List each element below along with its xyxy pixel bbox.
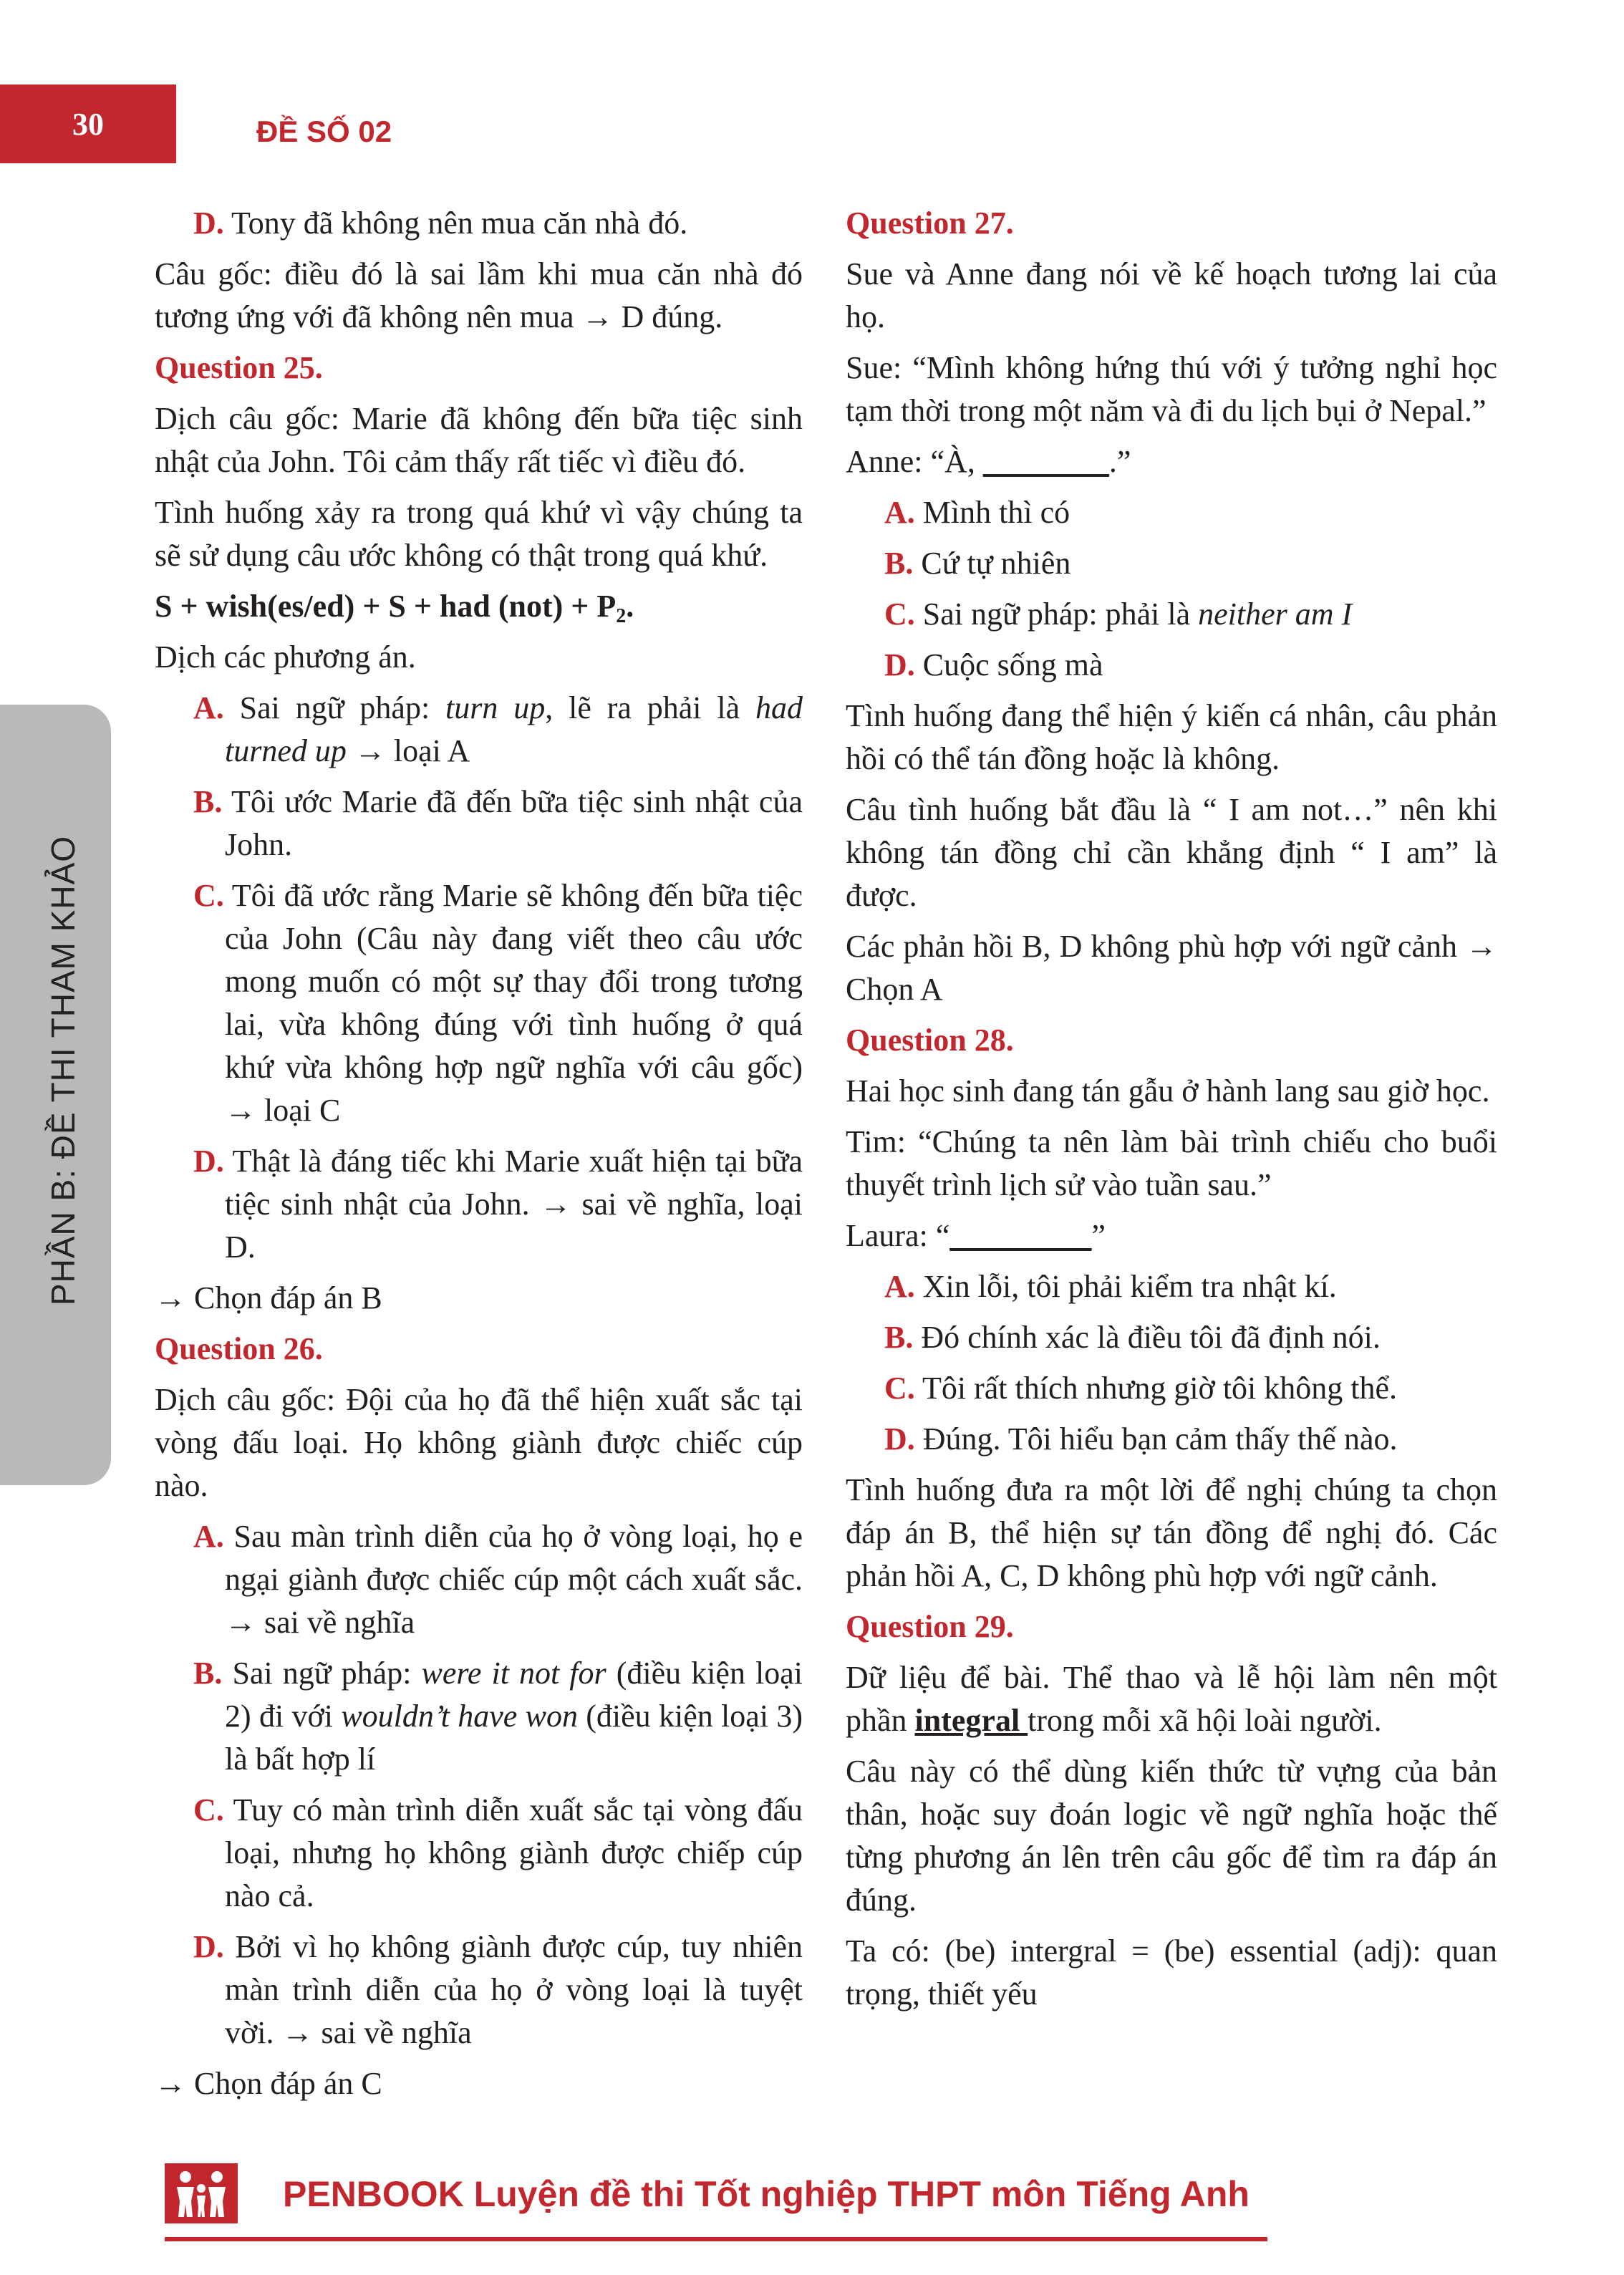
question-26-heading: Question 26. [155, 1331, 323, 1366]
publisher-logo-icon [165, 2163, 238, 2223]
q25-formula: S + wish(es/ed) + S + had $(not) + P_2$. [155, 589, 634, 627]
q25-answer: → Chọn đáp án B [155, 1280, 382, 1315]
q26-option-c: C. Tuy có màn trình diễn xuất sắc tại vòng đấu loại, nhưng họ không giành được chiếp cúp nào cả. [193, 1792, 803, 1913]
family-icon [171, 2168, 231, 2218]
q26-option-a: A. Sau màn trình diễn của họ ở vòng loại, họ e ngại giành được chiếc cúp một cách xuất sắc. → sai về nghĩa [193, 1519, 803, 1640]
q28-option-c: C. Tôi rất thích nhưng giờ tôi không thể. [884, 1371, 1398, 1406]
exam-title: ĐỀ SỐ 02 [256, 115, 392, 148]
q28-option-d: D. Đúng. Tôi hiểu bạn cảm thấy thế nào. [884, 1421, 1398, 1457]
q27-option-c: C. Sai ngữ pháp: phải là neither am I [884, 596, 1353, 632]
q24-explanation: Câu gốc: điều đó là sai lầm khi mua căn nhà đó tương ứng với đã không nên mua → D đúng. [155, 256, 803, 334]
section-tab-label: PHẦN B: ĐỀ THI THAM KHẢO [44, 835, 82, 1306]
question-25-heading: Question 25. [155, 350, 323, 385]
left-column [155, 202, 803, 2113]
q25-option-a: A. Sai ngữ pháp: turn up, lẽ ra phải là had turned up → loại A [193, 690, 803, 768]
q25-option-d: D. Thật là đáng tiếc khi Marie xuất hiện tại bữa tiệc sinh nhật của John. → sai về nghĩa, loại D. [193, 1144, 803, 1265]
right-column [846, 202, 1497, 2024]
q27-sue-line: Sue: “Mình không hứng thú với ý tưởng nghỉ học tạm thời trong một năm và đi du lịch bụi ở Nepal.” [846, 350, 1497, 428]
q28-tim-line: Tim: “Chúng ta nên làm bài trình chiếu cho buổi thuyết trình lịch sử vào tuần sau.” [846, 1124, 1497, 1202]
q25-options-intro: Dịch các phương án. [155, 639, 416, 675]
footer-title: PENBOOK Luyện đề thi Tốt nghiệp THPT môn Tiếng Anh [283, 2174, 1250, 2214]
q26-option-b: B. Sai ngữ pháp: were it not for (điều kiện loại 2) đi với wouldn’t have won (điều kiện loại 3) là bất hợp lí [193, 1656, 803, 1777]
q26-answer: → Chọn đáp án C [155, 2066, 382, 2101]
page-number: 30 [0, 84, 176, 163]
q28-option-b: B. Đó chính xác là điều tôi đã định nói. [884, 1320, 1381, 1355]
q28-laura-line: Laura: “_________” [846, 1218, 1106, 1253]
q25-option-b: B. Tôi ước Marie đã đến bữa tiệc sinh nhật của John. [193, 784, 803, 862]
question-27-heading: Question 27. [846, 206, 1014, 241]
q27-anne-line: Anne: “À, ________.” [846, 444, 1131, 479]
q27-option-b: B. Cứ tự nhiên [884, 546, 1071, 581]
question-28-heading: Question 28. [846, 1023, 1014, 1058]
q27-context: Sue và Anne đang nói về kế hoạch tương lai của họ. [846, 256, 1497, 334]
q25-option-c: C. Tôi đã ước rằng Marie sẽ không đến bữa tiệc của John (Câu này đang viết theo câu ước mong muốn có một sự thay đổi trong tương lai, vừa không đúng với tình huống ở quá khứ vừa không hợp ngữ nghĩa với câu gốc) → loại C [193, 878, 803, 1128]
question-29-heading: Question 29. [846, 1609, 1014, 1644]
q29-prompt: Dữ liệu để bài. Thể thao và lễ hội làm nên một phần integral trong mỗi xã hội loài người. [846, 1660, 1497, 1738]
q28-option-a: A. Xin lỗi, tôi phải kiểm tra nhật kí. [884, 1269, 1337, 1304]
q27-analysis-1: Tình huống đang thể hiện ý kiến cá nhân, câu phản hồi có thể tán đồng hoặc là không. [846, 698, 1497, 776]
q28-context: Hai học sinh đang tán gẫu ở hành lang sau giờ học. [846, 1073, 1490, 1108]
q27-analysis-2: Câu tình huống bắt đầu là “ I am not…” nên khi không tán đồng chỉ cần khẳng định “ I am” là được. [846, 792, 1497, 913]
q28-analysis: Tình huống đưa ra một lời để nghị chúng ta chọn đáp án B, thể hiện sự tán đồng để nghị đó. Các phản hồi A, C, D không phù hợp với ngữ cảnh. [846, 1472, 1497, 1593]
q24-option-d: D. Tony đã không nên mua căn nhà đó. [193, 206, 688, 241]
q27-answer: Các phản hồi B, D không phù hợp với ngữ cảnh → Chọn A [846, 929, 1497, 1007]
q29-definition: Ta có: (be) intergral = (be) essential (adj): quan trọng, thiết yếu [846, 1933, 1497, 2011]
q26-option-d: D. Bởi vì họ không giành được cúp, tuy nhiên màn trình diễn của họ ở vòng loại là tuyệt vời. → sai về nghĩa [193, 1929, 803, 2050]
q27-option-a: A. Mình thì có [884, 495, 1070, 530]
q25-translation: Dịch câu gốc: Marie đã không đến bữa tiệc sinh nhật của John. Tôi cảm thấy rất tiếc vì điều đó. [155, 401, 803, 479]
q29-hint: Câu này có thể dùng kiến thức từ vựng của bản thân, hoặc suy đoán logic về ngữ nghĩa hoặc thế từng phương án lên trên câu gốc để tìm ra đáp án đúng. [846, 1754, 1497, 1918]
q25-analysis: Tình huống xảy ra trong quá khứ vì vậy chúng ta sẽ sử dụng câu ước không có thật trong quá khứ. [155, 495, 803, 573]
footer-rule [165, 2237, 1267, 2241]
q27-option-d: D. Cuộc sống mà [884, 647, 1103, 682]
q26-translation: Dịch câu gốc: Đội của họ đã thể hiện xuất sắc tại vòng đấu loại. Họ không giành được chiếc cúp nào. [155, 1382, 803, 1503]
